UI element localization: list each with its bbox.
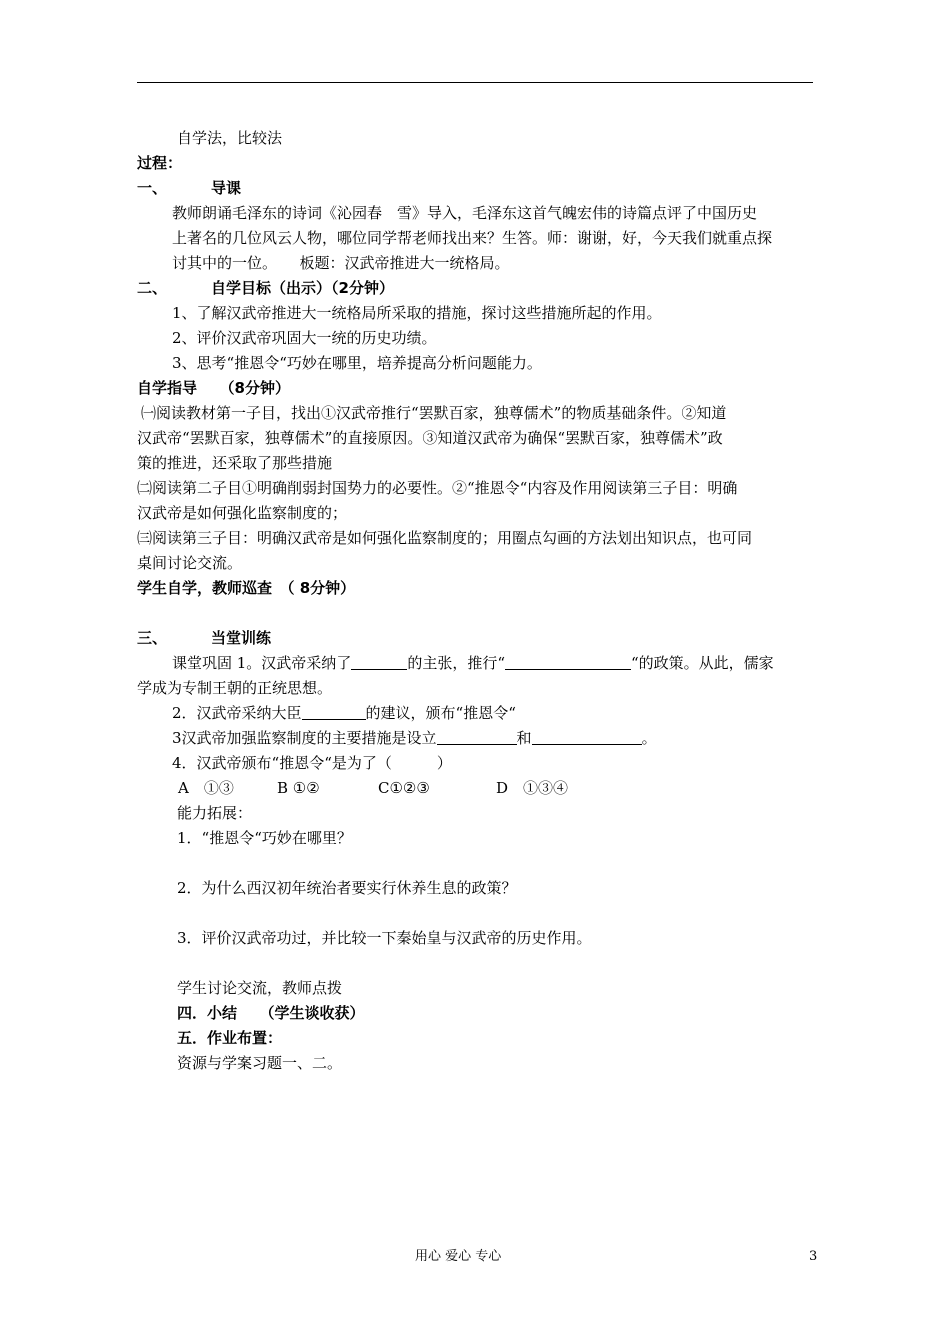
footer-motto: 用心 爱心 专心	[415, 1249, 502, 1264]
header-rule	[137, 82, 813, 83]
homework-line: 资源与学案习题一、二。	[177, 1054, 343, 1072]
intro-line-1: 教师朗诵毛泽东的诗词《沁园春 雪》导入，毛泽东这首气魄宏伟的诗篇点评了中国历史	[172, 204, 758, 222]
option-b: B ①②	[277, 779, 320, 797]
section-4-heading: 四．小结 （学生谈收获）	[177, 1004, 365, 1022]
answer-blank	[351, 655, 407, 670]
question-3-text-a: 3汉武帝加强监察制度的主要措施是设立	[172, 729, 437, 747]
question-3-text-b: 和	[516, 729, 532, 747]
question-3	[172, 728, 657, 748]
goal-3: 3、思考“推恩令“巧妙在哪里，培养提高分析问题能力。	[172, 354, 542, 372]
section-2-number: 二、	[137, 279, 168, 297]
answer-blank	[505, 655, 631, 670]
answer-blank	[532, 730, 642, 745]
self-study-line: 学生自学，教师巡查 （ 8分钟）	[137, 579, 356, 597]
section-1-number: 一、	[137, 179, 168, 197]
guide-line-2: 汉武帝“罢默百家，独尊儒术”的直接原因。③知道汉武帝为确保“罢默百家，独尊儒术”政	[137, 429, 723, 447]
section-2-heading	[137, 278, 394, 298]
discussion-line: 学生讨论交流，教师点拨	[177, 979, 343, 997]
question-1-text-b: 的主张，推行“	[407, 654, 505, 672]
ability-heading: 能力拓展：	[177, 804, 253, 822]
section-5-heading: 五．作业布置：	[177, 1029, 283, 1047]
question-2-text-b: 的建议，颁布“推恩令“	[365, 704, 516, 722]
section-2-title: 自学目标（出示）（2分钟）	[211, 279, 394, 297]
option-c: C①②③	[378, 779, 430, 797]
intro-line-3: 讨其中的一位。 板题：汉武帝推进大一统格局。	[172, 254, 510, 272]
section-1-heading	[137, 178, 241, 198]
process-heading: 过程：	[137, 154, 183, 172]
guide-line-4: ㈡阅读第二子目①明确削弱封国势力的必要性。②“推恩令“内容及作用阅读第三子目：明确	[137, 479, 738, 497]
question-1-text-a: 课堂巩固 1。汉武帝采纳了	[172, 654, 352, 672]
question-2	[172, 703, 516, 723]
guide-line-5: 汉武帝是如何强化监察制度的；	[137, 504, 348, 522]
section-3-title: 当堂训练	[211, 629, 272, 647]
guide-line-1: ㈠阅读教材第一子目，找出①汉武帝推行“罢默百家，独尊儒术”的物质基础条件。②知道	[141, 404, 727, 422]
guide-heading: 自学指导 （8分钟）	[137, 379, 290, 397]
question-1-text-c: “的政策。从此，儒家	[631, 654, 774, 672]
section-1-title: 导课	[211, 179, 242, 197]
goal-2: 2、评价汉武帝巩固大一统的历史功绩。	[172, 329, 437, 347]
page-number: 3	[809, 1249, 818, 1264]
question-2-text-a: 2．汉武帝采纳大臣	[172, 704, 302, 722]
section-3-heading	[137, 628, 271, 648]
answer-blank	[437, 730, 517, 745]
intro-line-2: 上著名的几位风云人物，哪位同学帮老师找出来？生答。师：谢谢，好，今天我们就重点探	[172, 229, 773, 247]
question-1-continued: 学成为专制王朝的正统思想。	[137, 679, 333, 697]
guide-line-6: ㈢阅读第三子目：明确汉武帝是如何强化监察制度的；用圈点勾画的方法划出知识点，也可同	[137, 529, 753, 547]
section-3-number: 三、	[137, 629, 168, 647]
guide-line-7: 桌间讨论交流。	[137, 554, 243, 572]
answer-blank	[302, 705, 366, 720]
extension-question-2: 2．为什么西汉初年统治者要实行休养生息的政策？	[177, 879, 517, 897]
option-d: D ①③④	[496, 779, 569, 797]
question-3-text-c: 。	[641, 729, 657, 747]
methods-line: 自学法，比较法	[177, 129, 283, 147]
goal-1: 1、了解汉武帝推进大一统格局所采取的措施，探讨这些措施所起的作用。	[172, 304, 662, 322]
extension-question-3: 3．评价汉武帝功过，并比较一下秦始皇与汉武帝的历史作用。	[177, 929, 592, 947]
extension-question-1: 1．“推恩令“巧妙在哪里？	[177, 829, 352, 847]
guide-line-3: 策的推进，还采取了那些措施	[137, 454, 333, 472]
question-4: 4．汉武帝颁布“推恩令“是为了（ ）	[172, 754, 452, 772]
question-1	[172, 653, 774, 673]
option-a: A ①③	[178, 779, 234, 797]
